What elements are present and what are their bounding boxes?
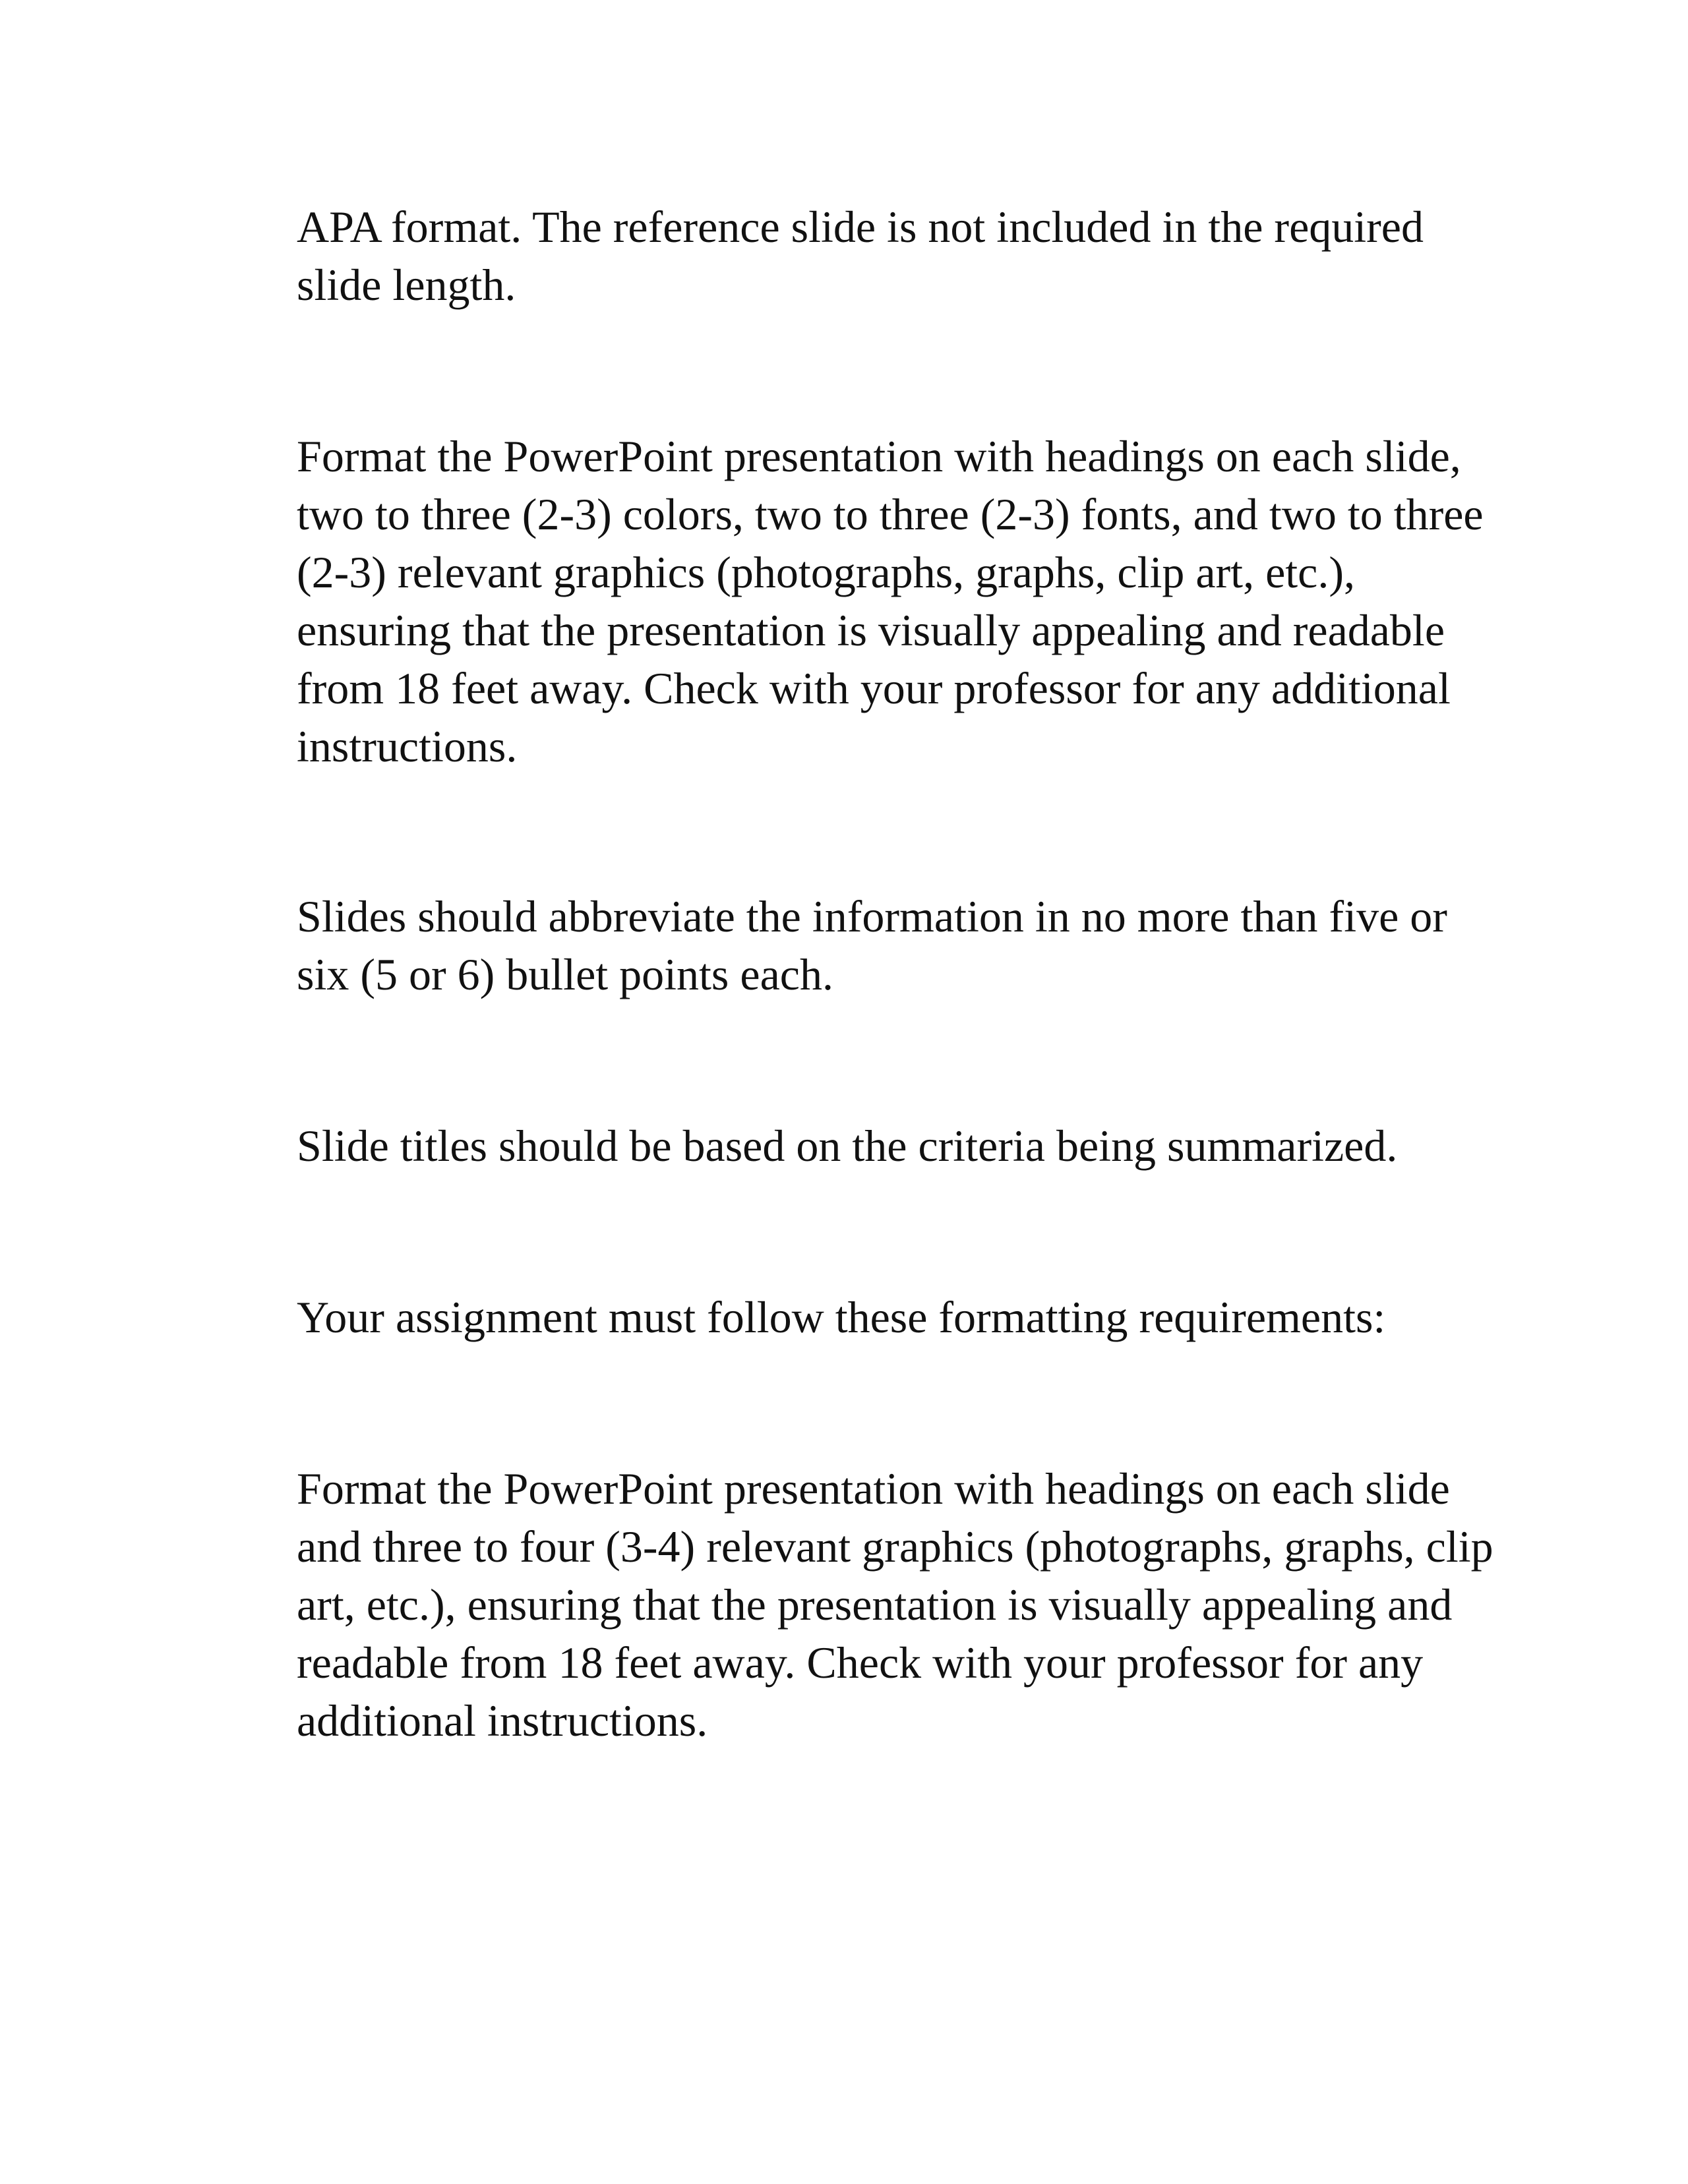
paragraph-format-instructions — [297, 427, 1550, 775]
text-line: instructions. — [297, 721, 518, 771]
text-line: and three to four (3-4) relevant graphics (photographs, graphs, clip — [297, 1521, 1493, 1572]
text-line: APA format. The reference slide is not included in the required — [297, 202, 1424, 252]
paragraph-slide-titles — [297, 1117, 1550, 1175]
text-line: Slide titles should be based on the criteria being summarized. — [297, 1121, 1398, 1171]
text-line: Format the PowerPoint presentation with headings on each slide — [297, 1463, 1450, 1514]
text-line: six (5 or 6) bullet points each. — [297, 949, 833, 999]
text-line: additional instructions. — [297, 1696, 708, 1746]
paragraph-apa-format — [297, 198, 1550, 314]
paragraph-bullet-points — [297, 887, 1550, 1003]
paragraph-formatting-requirements — [297, 1288, 1550, 1346]
text-line: Format the PowerPoint presentation with headings on each slide, — [297, 431, 1461, 481]
text-line: ensuring that the presentation is visually appealing and readable — [297, 605, 1445, 655]
text-line: Your assignment must follow these formatting requirements: — [297, 1292, 1386, 1342]
text-line: art, etc.), ensuring that the presentation is visually appealing and — [297, 1579, 1453, 1630]
text-line: Slides should abbreviate the information in no more than five or — [297, 891, 1447, 941]
text-line: slide length. — [297, 260, 516, 310]
text-line: readable from 18 feet away. Check with your professor for any — [297, 1638, 1424, 1688]
text-line: two to three (2-3) colors, two to three (2-3) fonts, and two to three — [297, 489, 1484, 539]
paragraph-format-graphics — [297, 1460, 1550, 1750]
text-line: from 18 feet away. Check with your professor for any additional — [297, 663, 1451, 713]
text-line: (2-3) relevant graphics (photographs, graphs, clip art, etc.), — [297, 547, 1355, 597]
